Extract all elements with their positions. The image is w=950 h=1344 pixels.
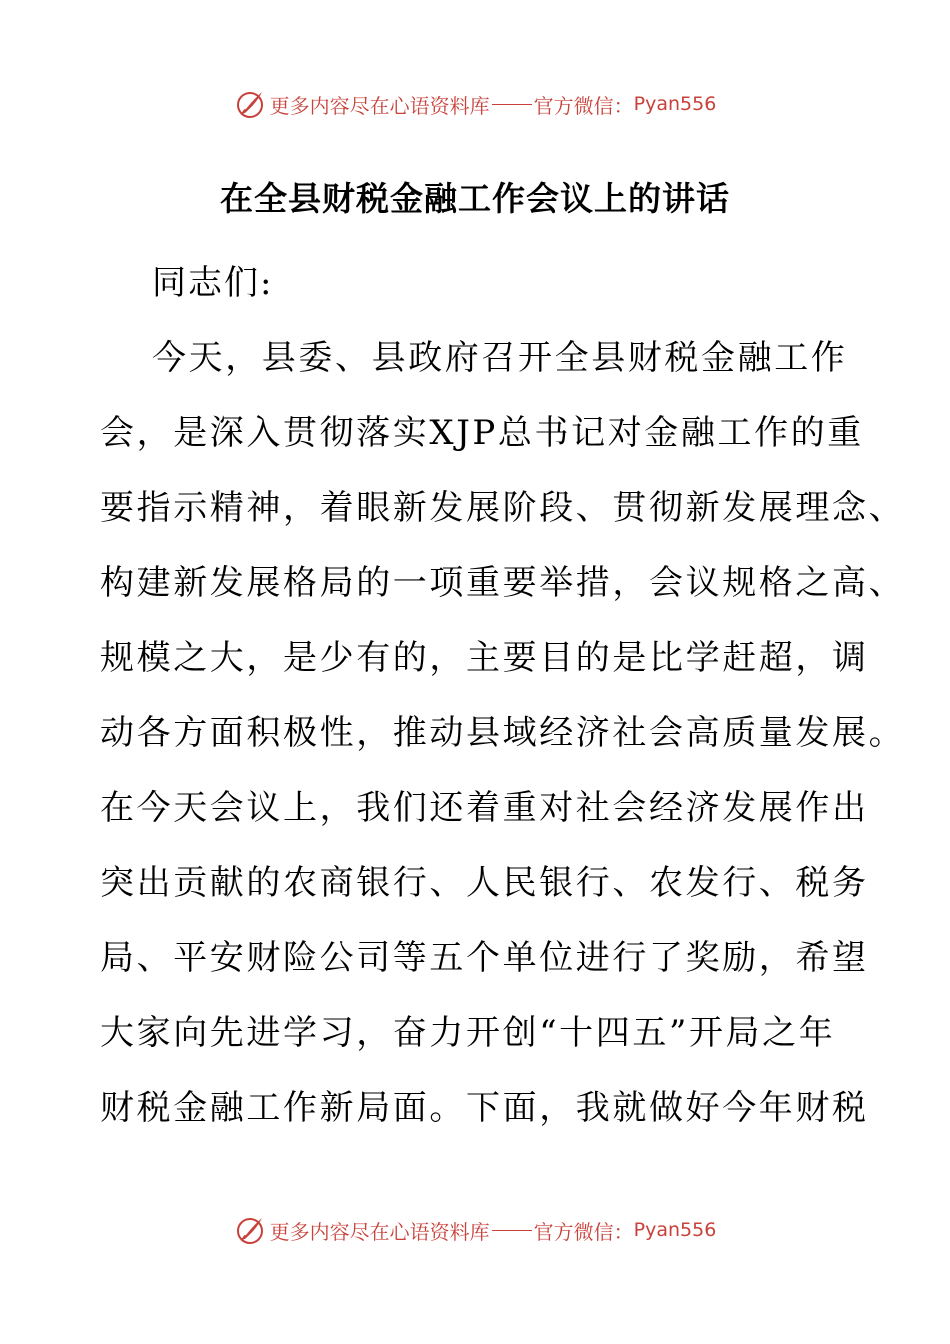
paragraph-line: 要指示精神，着眼新发展阶段、贯彻新发展理念、	[100, 488, 906, 528]
paragraph-line: 大家向先进学习，奋力开创“十四五”开局之年	[100, 1013, 836, 1053]
document-body	[100, 246, 906, 1146]
banner-text: 更多内容尽在心语资料库	[269, 93, 490, 118]
document-title: 在全县财税金融工作会议上的讲话	[220, 179, 730, 218]
wechat-id: Pyan556	[633, 1219, 717, 1241]
header-watermark-banner	[0, 84, 950, 124]
banner-text: 更多内容尽在心语资料库	[269, 1219, 490, 1244]
footer-watermark-banner	[0, 1210, 950, 1250]
paragraph-line: 突出贡献的农商银行、人民银行、农发行、税务	[100, 863, 869, 903]
paragraph-line: 规模之大，是少有的，主要目的是比学赶超，调	[100, 638, 869, 678]
quill-pen-logo-icon	[234, 1214, 266, 1246]
wechat-id: Pyan556	[633, 93, 717, 115]
paragraph-line: 今天，县委、县政府召开全县财税金融工作	[152, 338, 848, 378]
paragraph-line: 在今天会议上，我们还着重对社会经济发展作出	[100, 788, 869, 828]
banner-separator	[492, 1230, 532, 1231]
quill-pen-logo-icon	[234, 88, 266, 120]
paragraph-line: 局、平安财险公司等五个单位进行了奖励，希望	[100, 938, 869, 978]
paragraph-line: 财税金融工作新局面。下面，我就做好今年财税	[100, 1088, 869, 1128]
paragraph-line: 构建新发展格局的一项重要举措，会议规格之高、	[100, 563, 906, 603]
paragraph-line: 会，是深入贯彻落实XJP总书记对金融工作的重	[100, 413, 864, 453]
paragraph-line: 动各方面积极性，推动县域经济社会高质量发展。	[100, 713, 906, 753]
greeting: 同志们:	[152, 263, 274, 303]
wechat-label: 官方微信：	[533, 1219, 634, 1244]
wechat-label: 官方微信：	[533, 93, 634, 118]
banner-separator	[492, 104, 532, 105]
